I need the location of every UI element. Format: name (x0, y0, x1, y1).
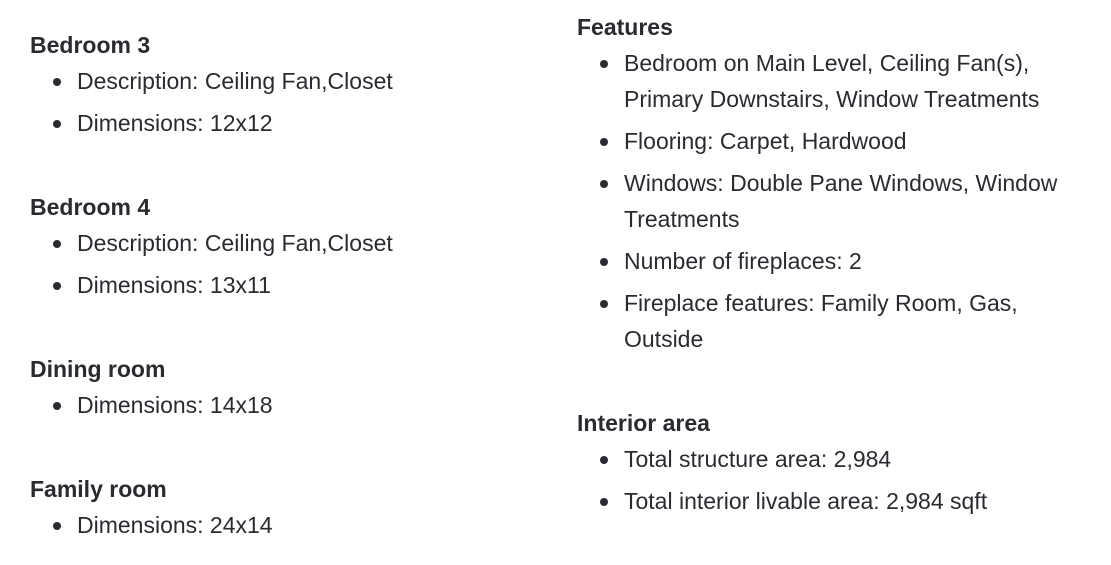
fact-item: Dimensions: 12x12 (30, 105, 393, 141)
fact-item: Bedroom on Main Level, Ceiling Fan(s), Primary Downstairs, Window Treatments (577, 45, 1087, 117)
bedroom-3-section (30, 31, 393, 141)
family-room-heading: Family room (30, 476, 167, 502)
family-room-section (30, 475, 273, 543)
fact-item: Description: Ceiling Fan,Closet (30, 63, 393, 99)
family-room-facts (30, 507, 273, 543)
fact-item: Number of fireplaces: 2 (577, 243, 1087, 279)
fact-item: Windows: Double Pane Windows, Window Treatments (577, 165, 1087, 237)
features-heading: Features (577, 14, 673, 40)
interior-area-heading: Interior area (577, 410, 710, 436)
dining-room-section (30, 355, 273, 423)
fact-item: Dimensions: 14x18 (30, 387, 273, 423)
features-section (577, 13, 1087, 357)
bedroom-4-heading: Bedroom 4 (30, 194, 151, 220)
interior-area-section (577, 409, 1087, 519)
bedroom-4-section (30, 193, 393, 303)
dining-room-facts (30, 387, 273, 423)
bedroom-3-facts (30, 63, 393, 141)
fact-item: Description: Ceiling Fan,Closet (30, 225, 393, 261)
interior-area-facts (577, 441, 1087, 519)
fact-item: Flooring: Carpet, Hardwood (577, 123, 1087, 159)
bedroom-3-heading: Bedroom 3 (30, 32, 151, 58)
fact-item: Dimensions: 24x14 (30, 507, 273, 543)
fact-item: Total structure area: 2,984 (577, 441, 1087, 477)
fact-item: Total interior livable area: 2,984 sqft (577, 483, 1087, 519)
dining-room-heading: Dining room (30, 356, 166, 382)
fact-item: Fireplace features: Family Room, Gas, Outside (577, 285, 1087, 357)
features-facts (577, 45, 1087, 357)
bedroom-4-facts (30, 225, 393, 303)
fact-item: Dimensions: 13x11 (30, 267, 393, 303)
